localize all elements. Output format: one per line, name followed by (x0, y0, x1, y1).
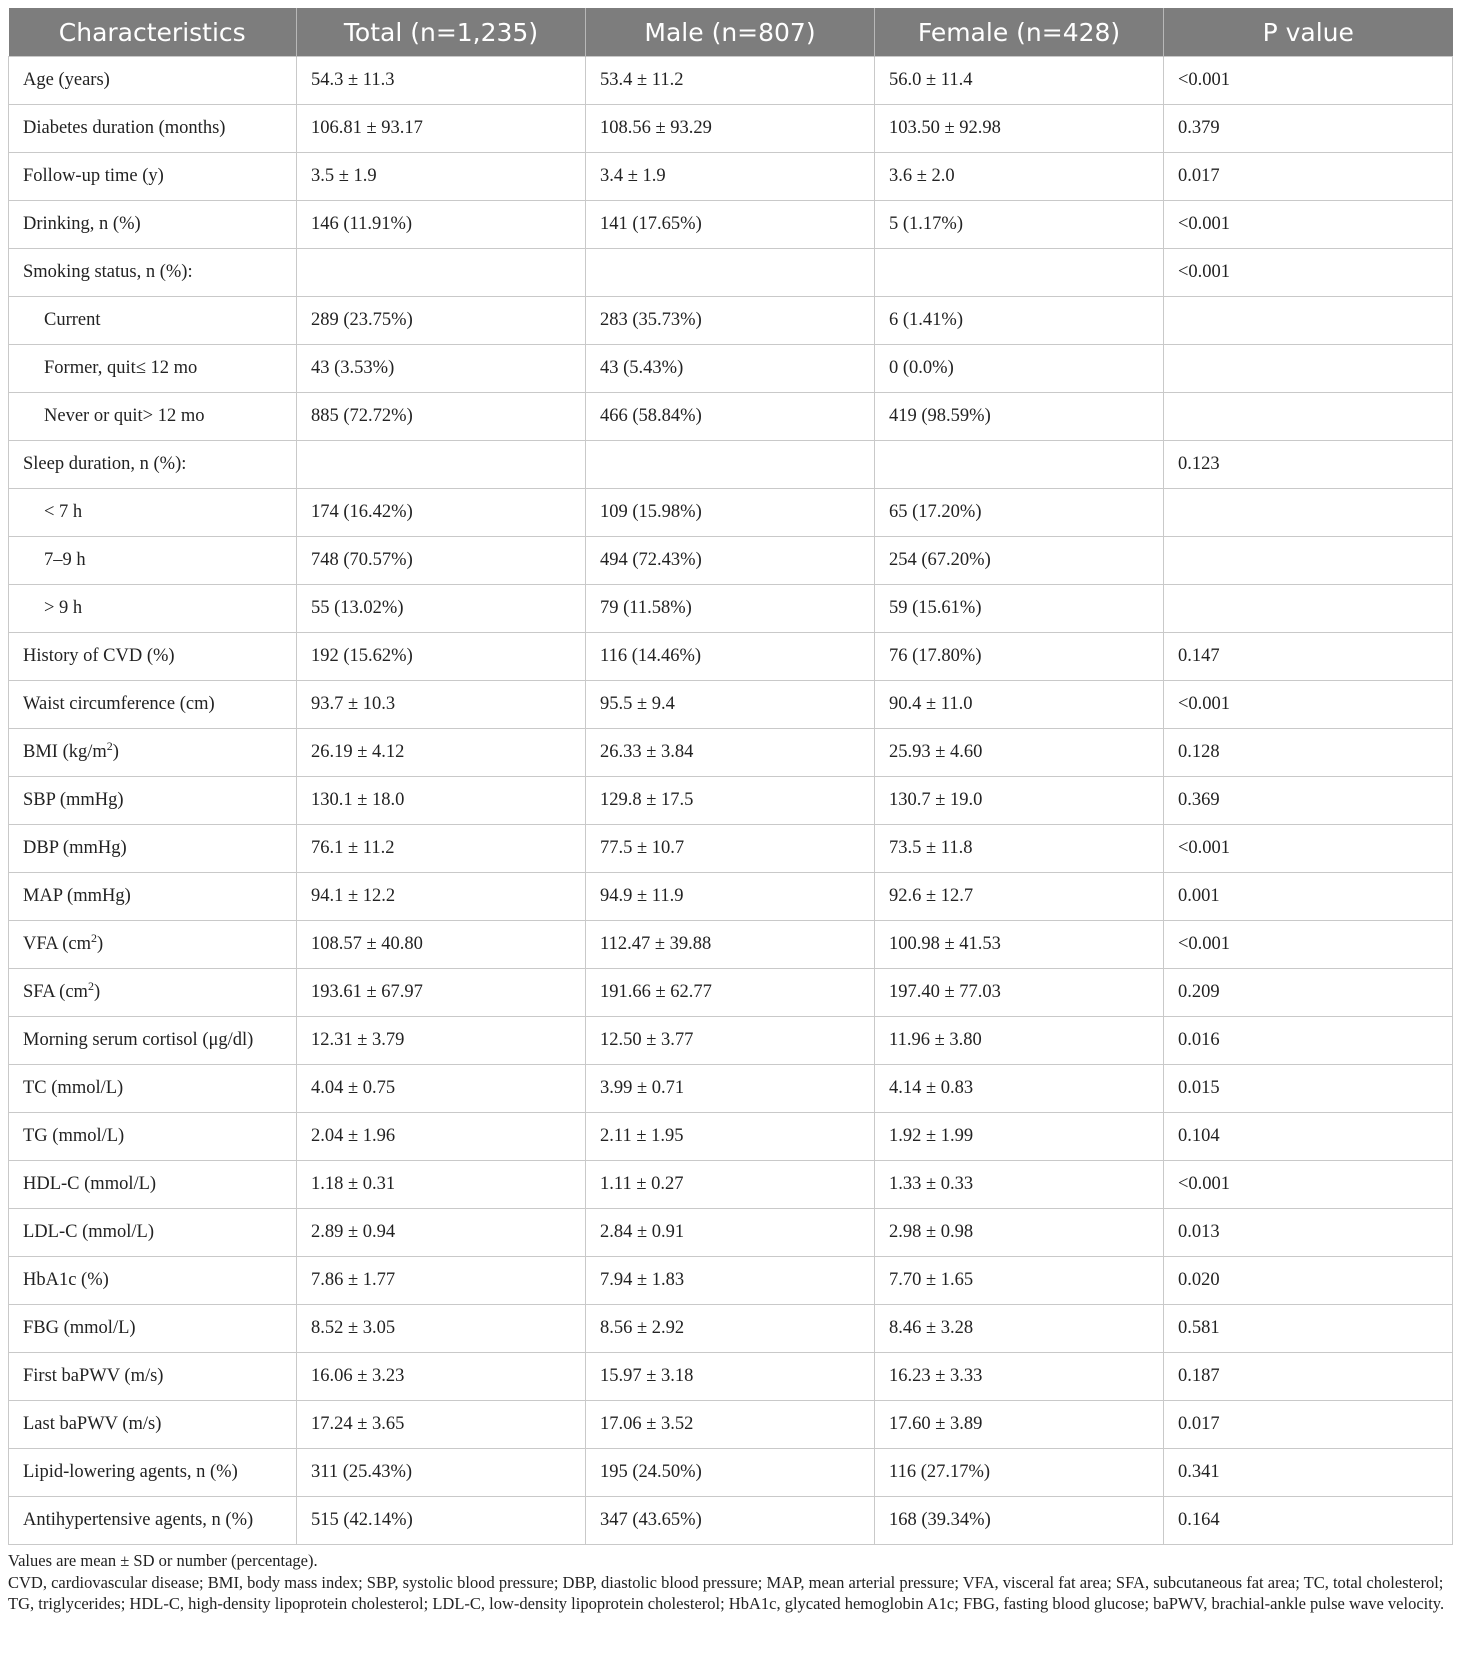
cell-male (586, 249, 875, 297)
row-label (9, 1353, 297, 1401)
cell-male: 112.47 ± 39.88 (586, 921, 875, 969)
table-row (9, 777, 1453, 825)
cell-female: 7.70 ± 1.65 (875, 1257, 1164, 1305)
cell-p-value: <0.001 (1164, 921, 1453, 969)
cell-p-value (1164, 585, 1453, 633)
cell-total: 2.04 ± 1.96 (297, 1113, 586, 1161)
table-row (9, 681, 1453, 729)
cell-total: 106.81 ± 93.17 (297, 105, 586, 153)
cell-p-value: 0.164 (1164, 1497, 1453, 1545)
cell-female: 8.46 ± 3.28 (875, 1305, 1164, 1353)
row-label-text: SBP (mmHg) (23, 790, 124, 810)
cell-male: 1.11 ± 0.27 (586, 1161, 875, 1209)
cell-male: 17.06 ± 3.52 (586, 1401, 875, 1449)
table-footnotes (8, 1550, 1452, 1615)
cell-p-value: <0.001 (1164, 57, 1453, 105)
row-label-text: Smoking status, n (%): (23, 262, 193, 282)
row-label-text: SFA (cm (23, 982, 88, 1002)
cell-p-value: 0.016 (1164, 1017, 1453, 1065)
table-row (9, 249, 1453, 297)
cell-p-value: <0.001 (1164, 1161, 1453, 1209)
row-label (9, 633, 297, 681)
cell-total: 17.24 ± 3.65 (297, 1401, 586, 1449)
table-row (9, 585, 1453, 633)
cell-female: 1.92 ± 1.99 (875, 1113, 1164, 1161)
cell-total: 174 (16.42%) (297, 489, 586, 537)
table-row (9, 537, 1453, 585)
cell-male: 95.5 ± 9.4 (586, 681, 875, 729)
row-label (9, 1113, 297, 1161)
table-row (9, 1257, 1453, 1305)
row-label-text: 7–9 h (44, 550, 86, 570)
row-label-suffix: ) (112, 742, 119, 762)
cell-total (297, 249, 586, 297)
row-label-suffix: ) (93, 982, 101, 1002)
cell-p-value: <0.001 (1164, 249, 1453, 297)
cell-total: 748 (70.57%) (297, 537, 586, 585)
row-label (9, 681, 297, 729)
characteristics-table (8, 8, 1453, 1545)
row-label (9, 153, 297, 201)
cell-total: 7.86 ± 1.77 (297, 1257, 586, 1305)
cell-female: 65 (17.20%) (875, 489, 1164, 537)
table-row (9, 921, 1453, 969)
row-label (9, 873, 297, 921)
cell-male: 108.56 ± 93.29 (586, 105, 875, 153)
table-row (9, 825, 1453, 873)
cell-female (875, 249, 1164, 297)
cell-female: 17.60 ± 3.89 (875, 1401, 1164, 1449)
cell-total: 76.1 ± 11.2 (297, 825, 586, 873)
row-label-text: Waist circumference (cm) (23, 694, 215, 714)
row-label-text: LDL-C (mmol/L) (23, 1222, 155, 1242)
row-label (9, 1401, 297, 1449)
cell-female: 168 (39.34%) (875, 1497, 1164, 1545)
cell-p-value: 0.209 (1164, 969, 1453, 1017)
row-label-text: Current (44, 310, 101, 330)
cell-p-value: 0.341 (1164, 1449, 1453, 1497)
header-male: Male (n=807) (586, 8, 875, 57)
table-row (9, 1449, 1453, 1497)
row-label-text: Age (years) (23, 70, 110, 90)
row-label (9, 345, 297, 393)
cell-male: 94.9 ± 11.9 (586, 873, 875, 921)
table-row (9, 1305, 1453, 1353)
cell-female (875, 441, 1164, 489)
cell-male: 109 (15.98%) (586, 489, 875, 537)
row-label-text: First baPWV (m/s) (23, 1366, 164, 1386)
row-label (9, 1305, 297, 1353)
row-label-text: DBP (mmHg) (23, 838, 127, 858)
cell-male: 191.66 ± 62.77 (586, 969, 875, 1017)
cell-p-value: 0.147 (1164, 633, 1453, 681)
row-label (9, 777, 297, 825)
cell-male: 129.8 ± 17.5 (586, 777, 875, 825)
row-label (9, 825, 297, 873)
cell-total: 43 (3.53%) (297, 345, 586, 393)
row-label (9, 105, 297, 153)
table-row (9, 1065, 1453, 1113)
cell-total: 311 (25.43%) (297, 1449, 586, 1497)
cell-female: 6 (1.41%) (875, 297, 1164, 345)
cell-male: 15.97 ± 3.18 (586, 1353, 875, 1401)
header-characteristics: Characteristics (9, 8, 297, 57)
row-label (9, 297, 297, 345)
cell-p-value: 0.001 (1164, 873, 1453, 921)
cell-male: 77.5 ± 10.7 (586, 825, 875, 873)
row-label (9, 585, 297, 633)
row-label (9, 537, 297, 585)
row-label-text: MAP (mmHg) (23, 886, 131, 906)
cell-male: 2.11 ± 1.95 (586, 1113, 875, 1161)
cell-female: 419 (98.59%) (875, 393, 1164, 441)
cell-p-value: 0.379 (1164, 105, 1453, 153)
cell-p-value (1164, 345, 1453, 393)
row-label-text: > 9 h (44, 598, 83, 618)
table-row (9, 441, 1453, 489)
row-label-text: HDL-C (mmol/L) (23, 1174, 157, 1194)
cell-female: 90.4 ± 11.0 (875, 681, 1164, 729)
row-label-suffix: ) (97, 934, 104, 954)
table-row (9, 345, 1453, 393)
header-total: Total (n=1,235) (297, 8, 586, 57)
cell-total (297, 441, 586, 489)
cell-male: 141 (17.65%) (586, 201, 875, 249)
cell-total: 55 (13.02%) (297, 585, 586, 633)
cell-male: 116 (14.46%) (586, 633, 875, 681)
row-label-text: < 7 h (44, 502, 83, 522)
row-label-text: Sleep duration, n (%): (23, 454, 187, 474)
cell-p-value: 0.369 (1164, 777, 1453, 825)
cell-female: 16.23 ± 3.33 (875, 1353, 1164, 1401)
cell-male: 283 (35.73%) (586, 297, 875, 345)
table-row (9, 873, 1453, 921)
row-label (9, 441, 297, 489)
table-row (9, 1113, 1453, 1161)
cell-total: 146 (11.91%) (297, 201, 586, 249)
cell-p-value: 0.128 (1164, 729, 1453, 777)
cell-female: 25.93 ± 4.60 (875, 729, 1164, 777)
cell-female: 0 (0.0%) (875, 345, 1164, 393)
row-label (9, 1065, 297, 1113)
table-row (9, 969, 1453, 1017)
cell-total: 1.18 ± 0.31 (297, 1161, 586, 1209)
cell-female: 1.33 ± 0.33 (875, 1161, 1164, 1209)
cell-total: 3.5 ± 1.9 (297, 153, 586, 201)
cell-total: 193.61 ± 67.97 (297, 969, 586, 1017)
row-label-text: Antihypertensive agents, n (%) (23, 1510, 254, 1530)
row-label (9, 1257, 297, 1305)
table-row (9, 729, 1453, 777)
cell-male: 8.56 ± 2.92 (586, 1305, 875, 1353)
table-body (9, 57, 1453, 1545)
row-label (9, 1497, 297, 1545)
cell-male: 26.33 ± 3.84 (586, 729, 875, 777)
cell-male: 466 (58.84%) (586, 393, 875, 441)
row-label (9, 1449, 297, 1497)
cell-p-value (1164, 393, 1453, 441)
cell-female: 254 (67.20%) (875, 537, 1164, 585)
row-label-text: Last baPWV (m/s) (23, 1414, 162, 1434)
cell-male: 7.94 ± 1.83 (586, 1257, 875, 1305)
row-label-text: HbA1c (%) (23, 1270, 109, 1290)
cell-male: 347 (43.65%) (586, 1497, 875, 1545)
row-label (9, 57, 297, 105)
cell-male: 12.50 ± 3.77 (586, 1017, 875, 1065)
table-row (9, 1161, 1453, 1209)
cell-female: 197.40 ± 77.03 (875, 969, 1164, 1017)
cell-total: 16.06 ± 3.23 (297, 1353, 586, 1401)
table-row (9, 1401, 1453, 1449)
cell-p-value: 0.017 (1164, 1401, 1453, 1449)
cell-p-value: 0.020 (1164, 1257, 1453, 1305)
row-label (9, 393, 297, 441)
header-row (9, 8, 1453, 57)
cell-female: 92.6 ± 12.7 (875, 873, 1164, 921)
row-label (9, 1161, 297, 1209)
cell-male (586, 441, 875, 489)
table-row (9, 201, 1453, 249)
cell-female: 100.98 ± 41.53 (875, 921, 1164, 969)
row-label (9, 1017, 297, 1065)
cell-p-value (1164, 489, 1453, 537)
table-row (9, 1017, 1453, 1065)
cell-p-value: 0.015 (1164, 1065, 1453, 1113)
cell-male: 3.4 ± 1.9 (586, 153, 875, 201)
cell-female: 116 (27.17%) (875, 1449, 1164, 1497)
row-label-text: TG (mmol/L) (23, 1126, 125, 1146)
row-label-text: Morning serum cortisol (μg/dl) (23, 1030, 254, 1050)
table-row (9, 297, 1453, 345)
row-label-text: FBG (mmol/L) (23, 1318, 136, 1338)
cell-total: 93.7 ± 10.3 (297, 681, 586, 729)
row-label (9, 489, 297, 537)
row-label-text: BMI (kg/m (23, 742, 107, 762)
table-row (9, 489, 1453, 537)
table-row (9, 105, 1453, 153)
row-label (9, 969, 297, 1017)
cell-female: 73.5 ± 11.8 (875, 825, 1164, 873)
row-label (9, 1209, 297, 1257)
document (8, 8, 1452, 1615)
cell-p-value: <0.001 (1164, 201, 1453, 249)
cell-total: 54.3 ± 11.3 (297, 57, 586, 105)
table-row (9, 1353, 1453, 1401)
row-label-text: Follow-up time (y) (23, 166, 164, 186)
header-p-value: P value (1164, 8, 1453, 57)
row-label-text: Former, quit≤ 12 mo (44, 358, 198, 378)
table-header (9, 8, 1453, 57)
cell-p-value: 0.187 (1164, 1353, 1453, 1401)
row-label (9, 729, 297, 777)
cell-total: 94.1 ± 12.2 (297, 873, 586, 921)
cell-total: 130.1 ± 18.0 (297, 777, 586, 825)
row-label-superscript: 2 (91, 930, 98, 945)
cell-female: 11.96 ± 3.80 (875, 1017, 1164, 1065)
cell-p-value: 0.013 (1164, 1209, 1453, 1257)
cell-total: 885 (72.72%) (297, 393, 586, 441)
cell-total: 12.31 ± 3.79 (297, 1017, 586, 1065)
cell-male: 3.99 ± 0.71 (586, 1065, 875, 1113)
row-label-text: VFA (cm (23, 934, 92, 954)
cell-male: 53.4 ± 11.2 (586, 57, 875, 105)
cell-p-value: <0.001 (1164, 825, 1453, 873)
cell-total: 4.04 ± 0.75 (297, 1065, 586, 1113)
row-label-text: Never or quit> 12 mo (44, 406, 205, 426)
cell-p-value: <0.001 (1164, 681, 1453, 729)
cell-total: 26.19 ± 4.12 (297, 729, 586, 777)
cell-p-value (1164, 297, 1453, 345)
cell-male: 2.84 ± 0.91 (586, 1209, 875, 1257)
table-row (9, 633, 1453, 681)
cell-male: 79 (11.58%) (586, 585, 875, 633)
row-label-text: History of CVD (%) (23, 646, 175, 666)
cell-total: 289 (23.75%) (297, 297, 586, 345)
cell-male: 494 (72.43%) (586, 537, 875, 585)
row-label-superscript: 2 (106, 738, 113, 753)
cell-female: 4.14 ± 0.83 (875, 1065, 1164, 1113)
cell-total: 515 (42.14%) (297, 1497, 586, 1545)
cell-total: 192 (15.62%) (297, 633, 586, 681)
cell-female: 76 (17.80%) (875, 633, 1164, 681)
cell-p-value: 0.123 (1164, 441, 1453, 489)
cell-female: 130.7 ± 19.0 (875, 777, 1164, 825)
cell-p-value (1164, 537, 1453, 585)
cell-p-value: 0.017 (1164, 153, 1453, 201)
cell-female: 103.50 ± 92.98 (875, 105, 1164, 153)
cell-male: 195 (24.50%) (586, 1449, 875, 1497)
cell-p-value: 0.581 (1164, 1305, 1453, 1353)
table-row (9, 1209, 1453, 1257)
header-female: Female (n=428) (875, 8, 1164, 57)
cell-female: 59 (15.61%) (875, 585, 1164, 633)
table-row (9, 1497, 1453, 1545)
cell-total: 2.89 ± 0.94 (297, 1209, 586, 1257)
cell-male: 43 (5.43%) (586, 345, 875, 393)
cell-female: 2.98 ± 0.98 (875, 1209, 1164, 1257)
row-label-text: Lipid-lowering agents, n (%) (23, 1462, 238, 1482)
table-row (9, 393, 1453, 441)
row-label-text: TC (mmol/L) (23, 1078, 124, 1098)
cell-female: 5 (1.17%) (875, 201, 1164, 249)
row-label-superscript: 2 (87, 978, 94, 993)
row-label-text: Diabetes duration (months) (23, 118, 226, 138)
footnote-values: Values are mean ± SD or number (percentage). (8, 1551, 318, 1570)
table-row (9, 153, 1453, 201)
table-row (9, 57, 1453, 105)
cell-female: 56.0 ± 11.4 (875, 57, 1164, 105)
row-label (9, 201, 297, 249)
row-label (9, 921, 297, 969)
cell-p-value: 0.104 (1164, 1113, 1453, 1161)
cell-total: 8.52 ± 3.05 (297, 1305, 586, 1353)
row-label (9, 249, 297, 297)
cell-female: 3.6 ± 2.0 (875, 153, 1164, 201)
row-label-text: Drinking, n (%) (23, 214, 141, 234)
footnote-abbreviations: CVD, cardiovascular disease; BMI, body mass index; SBP, systolic blood pressure; DBP, diastolic blood pressure; MAP, mean arterial pressure; VFA, visceral fat area; SFA, subcutaneous fat area; TC, total cholesterol; TG, triglycerides; HDL-C, high-density lipoprotein cholesterol; LDL-C, low-density lipoprotein cholesterol; HbA1c, glycated hemoglobin A1c; FBG, fasting blood glucose; baPWV, brachial-ankle pulse wave velocity. (8, 1572, 1445, 1613)
cell-total: 108.57 ± 40.80 (297, 921, 586, 969)
